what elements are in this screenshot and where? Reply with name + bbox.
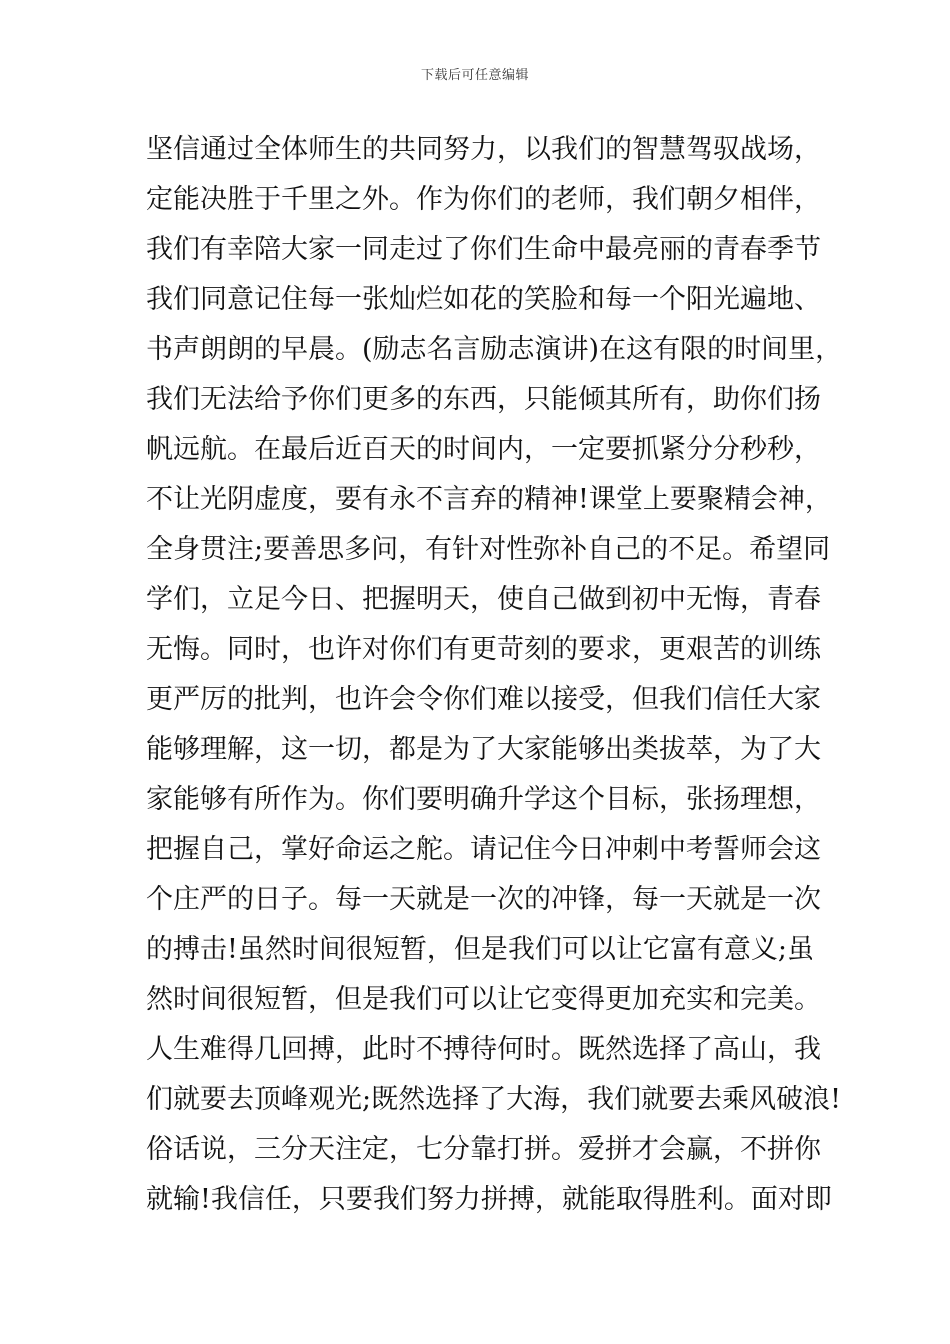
text-line: 个庄严的日子。每一天就是一次的冲锋，每一天就是一次 [146,884,821,915]
text-line: 更严厉的批判，也许会令你们难以接受，但我们信任大家 [146,684,821,715]
text-line: 我们无法给予你们更多的东西，只能倾其所有，助你们扬 [146,384,821,415]
text-line: 家能够有所作为。你们要明确升学这个目标，张扬理想， [146,784,821,815]
text-line: 们就要去顶峰观光;既然选择了大海，我们就要去乘风破浪! [146,1084,841,1115]
text-line: 书声朗朗的早晨。(励志名言励志演讲)在这有限的时间里， [146,334,843,365]
text-line: 的搏击!虽然时间很短暂，但是我们可以让它富有意义;虽 [146,934,814,965]
text-line: 无悔。同时，也许对你们有更苛刻的要求，更艰苦的训练 [146,634,821,665]
text-line: 然时间很短暂，但是我们可以让它变得更加充实和完美。 [146,984,821,1015]
text-line: 把握自己，掌好命运之舵。请记住今日冲刺中考誓师会这 [146,834,821,865]
text-line: 定能决胜于千里之外。作为你们的老师，我们朝夕相伴， [146,184,821,215]
text-line: 我们有幸陪大家一同走过了你们生命中最亮丽的青春季节 [146,234,821,265]
body-text [146,130,843,1230]
text-line: 全身贯注;要善思多问，有针对性弥补自己的不足。希望同 [146,534,831,565]
text-line: 坚信通过全体师生的共同努力，以我们的智慧驾驭战场， [146,134,821,165]
text-line: 学们，立足今日、把握明天，使自己做到初中无悔，青春 [146,584,821,615]
text-line: 俗话说，三分天注定，七分靠打拼。爱拼才会赢，不拼你 [146,1134,821,1165]
text-line: 就输!我信任，只要我们努力拼搏，就能取得胜利。面对即 [146,1184,832,1215]
page-header: 下载后可任意编辑 [420,68,529,83]
text-line: 帆远航。在最后近百天的时间内，一定要抓紧分分秒秒， [146,434,821,465]
text-line: 不让光阴虚度，要有永不言弃的精神!课堂上要聚精会神， [146,484,832,515]
text-line: 人生难得几回搏，此时不搏待何时。既然选择了高山，我 [146,1034,821,1065]
text-line: 我们同意记住每一张灿烂如花的笑脸和每一个阳光遍地、 [146,284,821,315]
text-line: 能够理解，这一切，都是为了大家能够出类拔萃，为了大 [146,734,821,765]
